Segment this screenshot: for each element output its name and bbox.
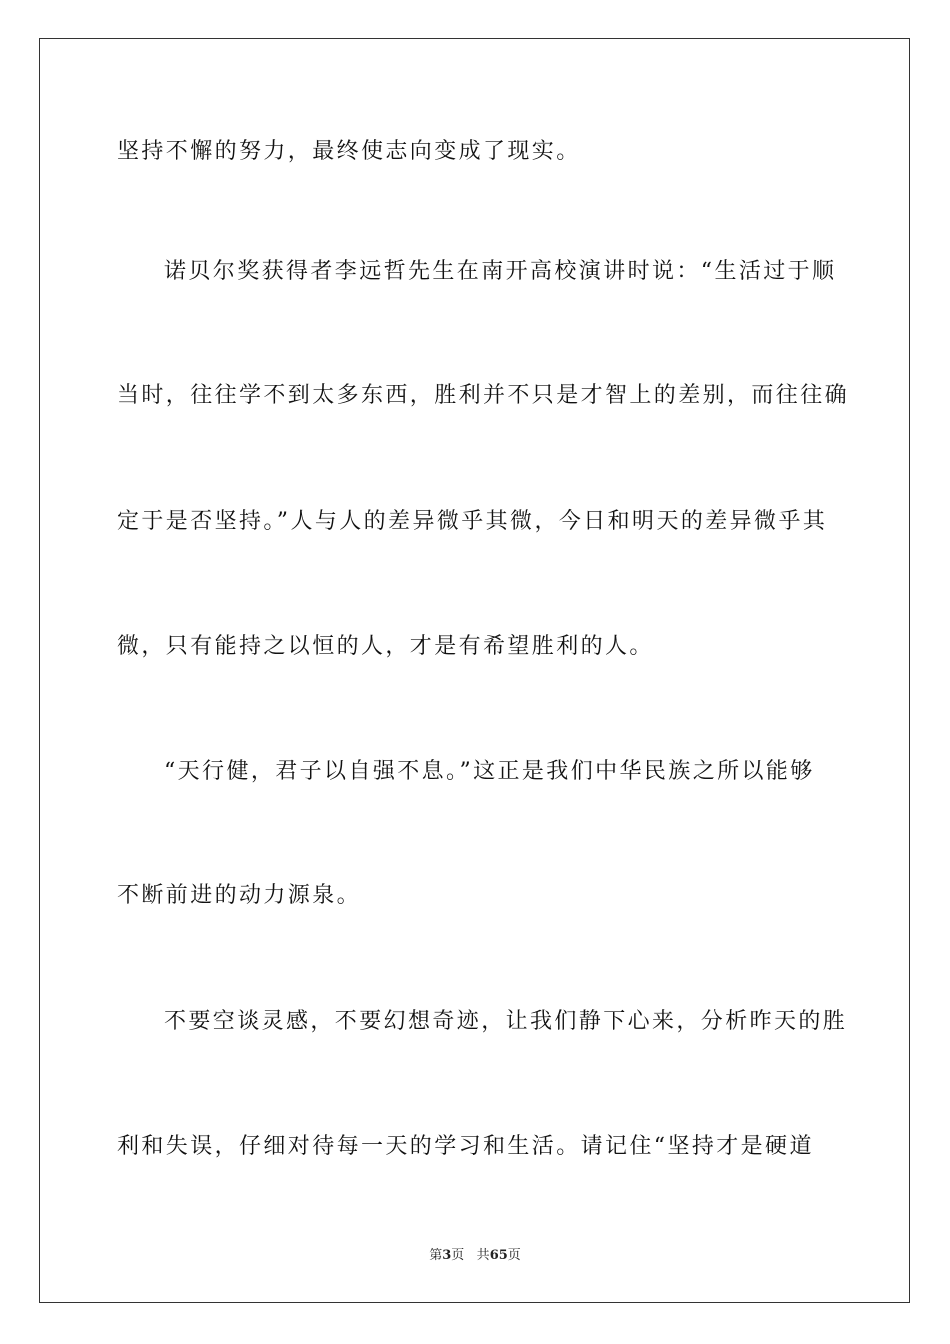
text-line-6: “天行健，君子以自强不息。”这正是我们中华民族之所以能够: [164, 759, 815, 784]
text-line-9: 利和失误，仔细对待每一天的学习和生活。请记住“坚持才是硬道: [117, 1134, 814, 1159]
total-prefix: 共: [476, 1248, 490, 1263]
page-footer: [0, 1247, 950, 1265]
text-line-5: 微，只有能持之以恒的人，才是有希望胜利的人。: [117, 634, 654, 659]
text-line-1: 坚持不懈的努力，最终使志向变成了现实。: [117, 139, 581, 164]
page-suffix: 页: [451, 1248, 465, 1263]
page-border: [39, 38, 910, 1303]
page-number: 3: [442, 1248, 452, 1263]
text-line-8: 不要空谈灵感，不要幻想奇迹，让我们静下心来，分析昨天的胜: [164, 1009, 848, 1034]
page-prefix: 第: [429, 1248, 443, 1263]
total-suffix: 页: [507, 1248, 521, 1263]
text-line-4: 定于是否坚持。”人与人的差异微乎其微，今日和明天的差异微乎其: [117, 509, 828, 534]
text-line-3: 当时，往往学不到太多东西，胜利并不只是才智上的差别，而往往确: [117, 383, 850, 408]
text-line-2: 诺贝尔奖获得者李远哲先生在南开高校演讲时说：“生活过于顺: [164, 259, 837, 284]
total-pages: 65: [489, 1248, 508, 1263]
text-line-7: 不断前进的动力源泉。: [117, 883, 362, 908]
